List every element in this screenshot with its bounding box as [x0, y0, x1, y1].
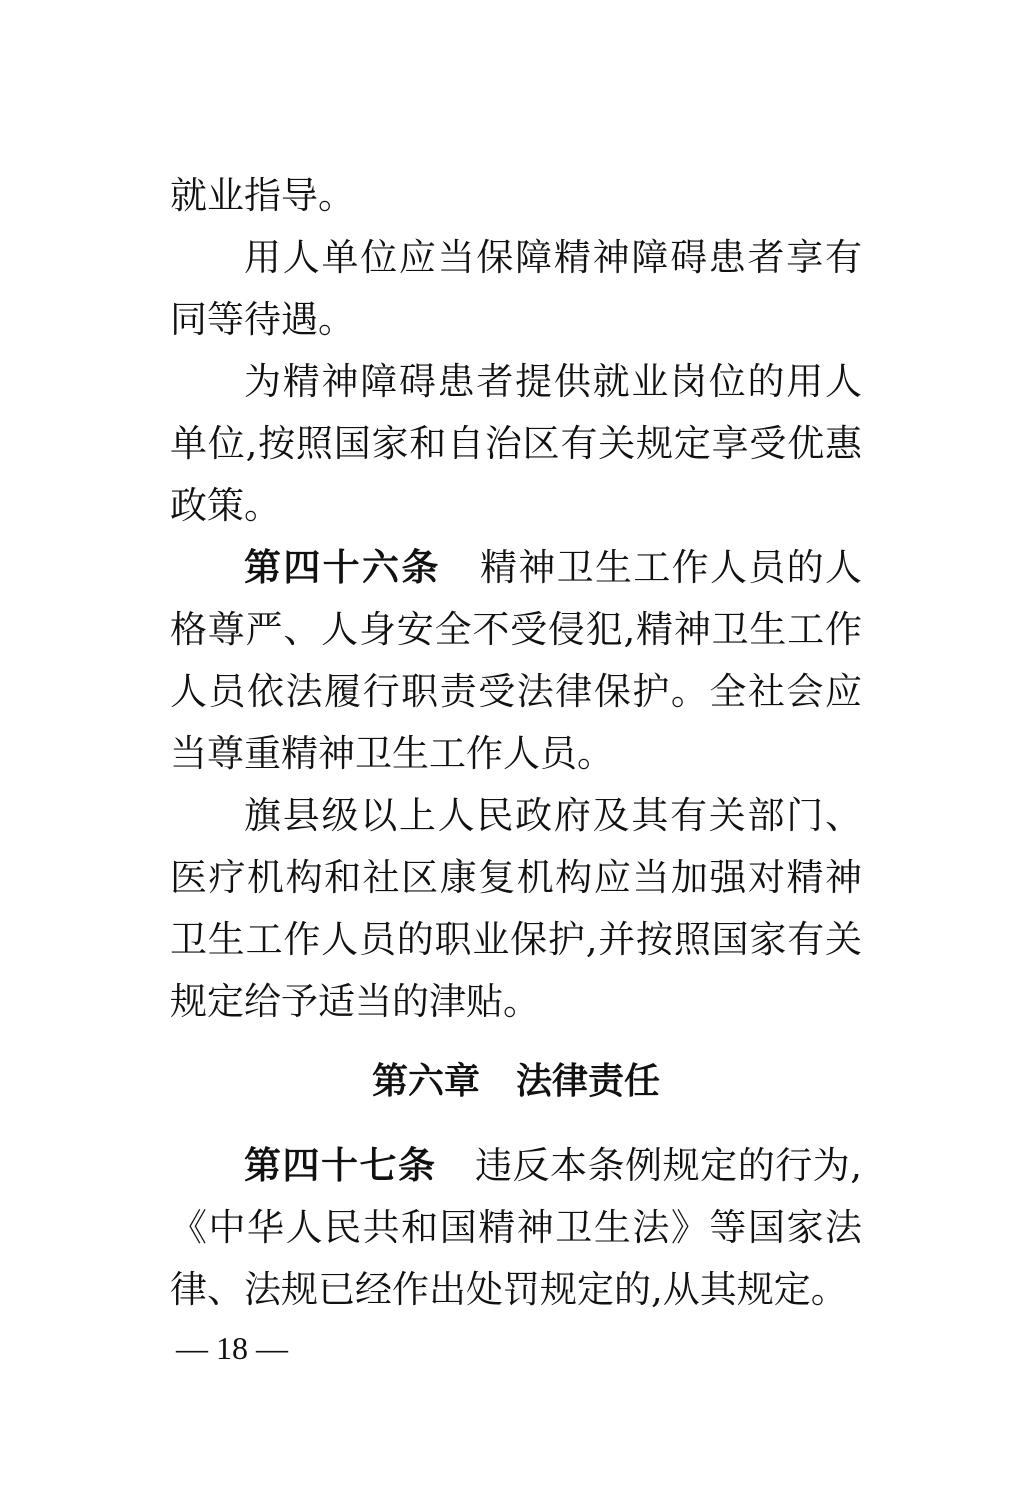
paragraph-equal-treatment: 用人单位应当保障精神障碍患者享有同等待遇。 [170, 236, 862, 341]
article-46 [170, 537, 862, 785]
paragraph-preferential-policy: 为精神障碍患者提供就业岗位的用人单位,按照国家和自治区有关规定享受优惠政策。 [170, 360, 862, 527]
paragraph-continuation: 就业指导。 [170, 174, 355, 217]
article-46-number: 第四十六条 [244, 546, 441, 589]
page-number: — 18 — [176, 1330, 288, 1366]
article-47-number: 第四十七条 [244, 1144, 437, 1187]
article-47 [170, 1135, 862, 1321]
article-46-paragraph-2: 旗县级以上人民政府及其有关部门、医疗机构和社区康复机构应当加强对精神卫生工作人员的职业保护,并按照国家有关规定给予适当的津贴。 [170, 794, 862, 1023]
article-46-text: 精神卫生工作人员的人格尊严、人身安全不受侵犯,精神卫生工作人员依法履行职责受法律保护。全社会应当尊重精神卫生工作人员。 [170, 546, 863, 775]
chapter-heading [170, 1051, 862, 1113]
article-47-text: 违反本条例规定的行为,《中华人民共和国精神卫生法》等国家法律、法规已经作出处罚规定的,从其规定。 [170, 1144, 862, 1311]
chapter-number: 第六章 [371, 1061, 480, 1102]
chapter-title: 法律责任 [516, 1061, 661, 1102]
body-text [170, 165, 862, 1321]
